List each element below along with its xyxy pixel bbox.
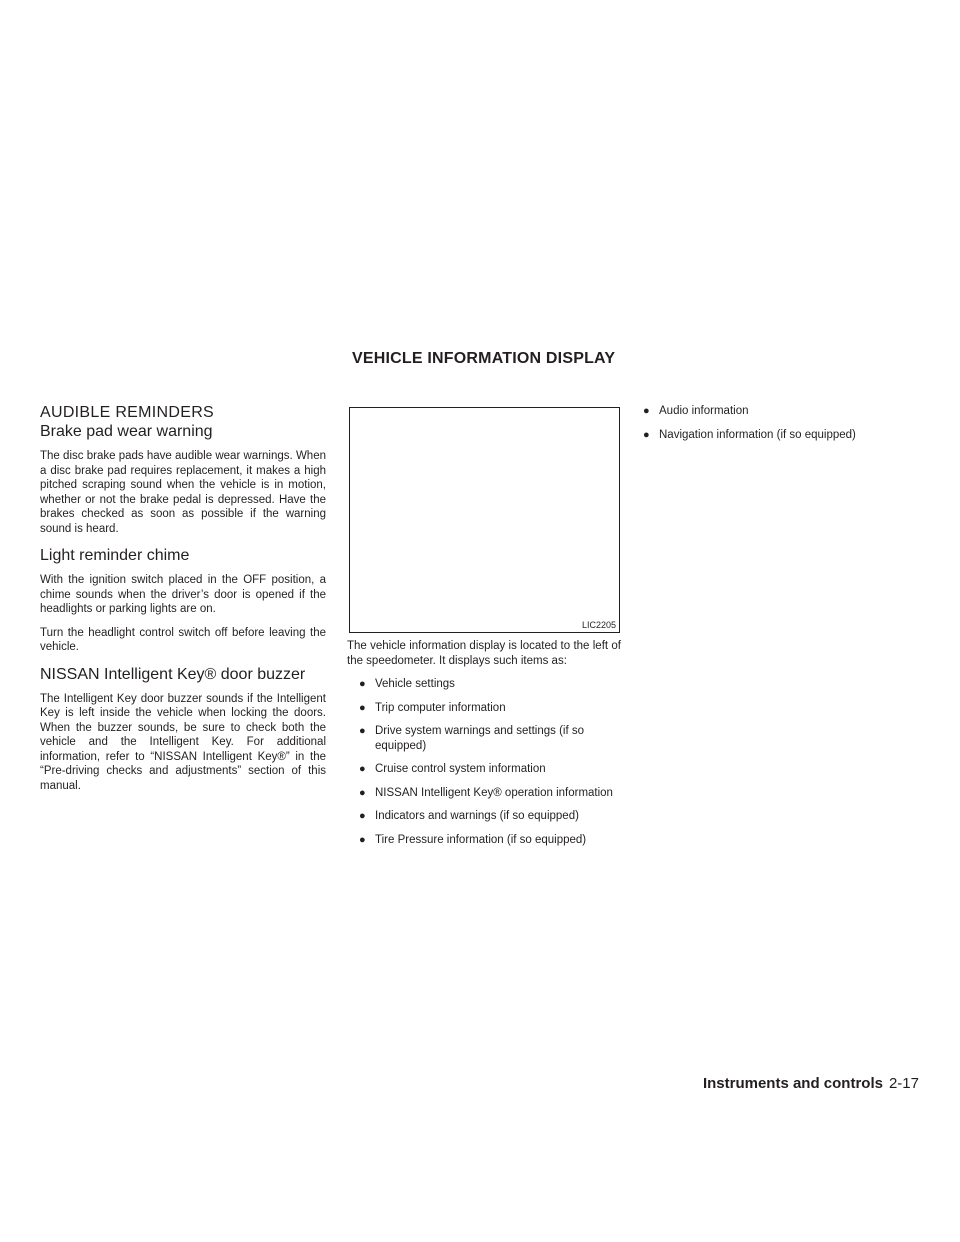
bullet-icon: ●: [643, 405, 650, 417]
figure-code: LIC2205: [581, 620, 616, 630]
list-item: ● Navigation information (if so equipped): [643, 428, 856, 441]
column-middle: [347, 404, 621, 856]
bullet-icon: ●: [359, 678, 366, 690]
list-item: ● Vehicle settings: [359, 678, 455, 690]
audible-reminders-heading: AUDIBLE REMINDERS: [40, 404, 215, 421]
list-item: ● NISSAN Intelligent Key® operation information: [359, 786, 613, 799]
list-item: ● Trip computer information: [359, 701, 506, 714]
column-left: [40, 404, 326, 802]
brake-pad-text: The disc brake pads have audible wear warnings. When a disc brake pad requires replacement, it makes a high pitched scraping sound when the vehicle is in motion, whether or not the brake pedal is depressed. Have the brakes checked as soon as possible if the warning sound is heard.: [40, 450, 326, 535]
bullet-icon: ●: [359, 810, 366, 822]
display-intro-text: The vehicle information display is located to the left of the speedometer. It displays such items as:: [347, 640, 621, 667]
key-buzzer-text: The Intelligent Key door buzzer sounds if the Intelligent Key is left inside the vehicle when locking the doors. When the buzzer sounds, be sure to check both the vehicle and the Intelligent Key. For additional information, refer to “NISSAN Intelligent Key®” in the “Pre-driving checks and adjustments” section of this manual.: [40, 692, 326, 792]
light-reminder-text-2: Turn the headlight control switch off before leaving the vehicle.: [40, 626, 326, 653]
chapter-name: Instruments and controls: [702, 1075, 883, 1092]
display-items-list: [357, 677, 621, 847]
figure-placeholder: [349, 407, 620, 633]
bullet-icon: ●: [359, 725, 366, 737]
list-item: ● Cruise control system information: [359, 763, 546, 775]
bullet-icon: ●: [359, 833, 366, 846]
display-items-list-continued: [641, 404, 921, 442]
bullet-icon: ●: [359, 701, 366, 714]
list-item: ● Drive system warnings and settings (if so equipped): [359, 725, 584, 752]
list-item: ● Tire Pressure information (if so equipped): [359, 833, 587, 846]
section-title: VEHICLE INFORMATION DISPLAY: [352, 350, 616, 367]
key-buzzer-heading: NISSAN Intelligent Key® door buzzer: [40, 665, 306, 683]
list-item: ● Audio information: [643, 405, 749, 417]
bullet-icon: ●: [359, 763, 366, 775]
light-reminder-text: With the ignition switch placed in the OFF position, a chime sounds when the driver’s door is opened if the headlights or parking lights are on.: [40, 574, 326, 615]
bullet-icon: ●: [643, 428, 650, 441]
column-right: [641, 404, 921, 451]
page-number: 2-17: [888, 1075, 919, 1092]
light-reminder-heading: Light reminder chime: [40, 547, 190, 564]
page-footer: [703, 1075, 919, 1092]
bullet-icon: ●: [359, 786, 366, 799]
list-item: ● Indicators and warnings (if so equipped): [359, 810, 579, 822]
brake-pad-heading: Brake pad wear warning: [40, 423, 213, 440]
